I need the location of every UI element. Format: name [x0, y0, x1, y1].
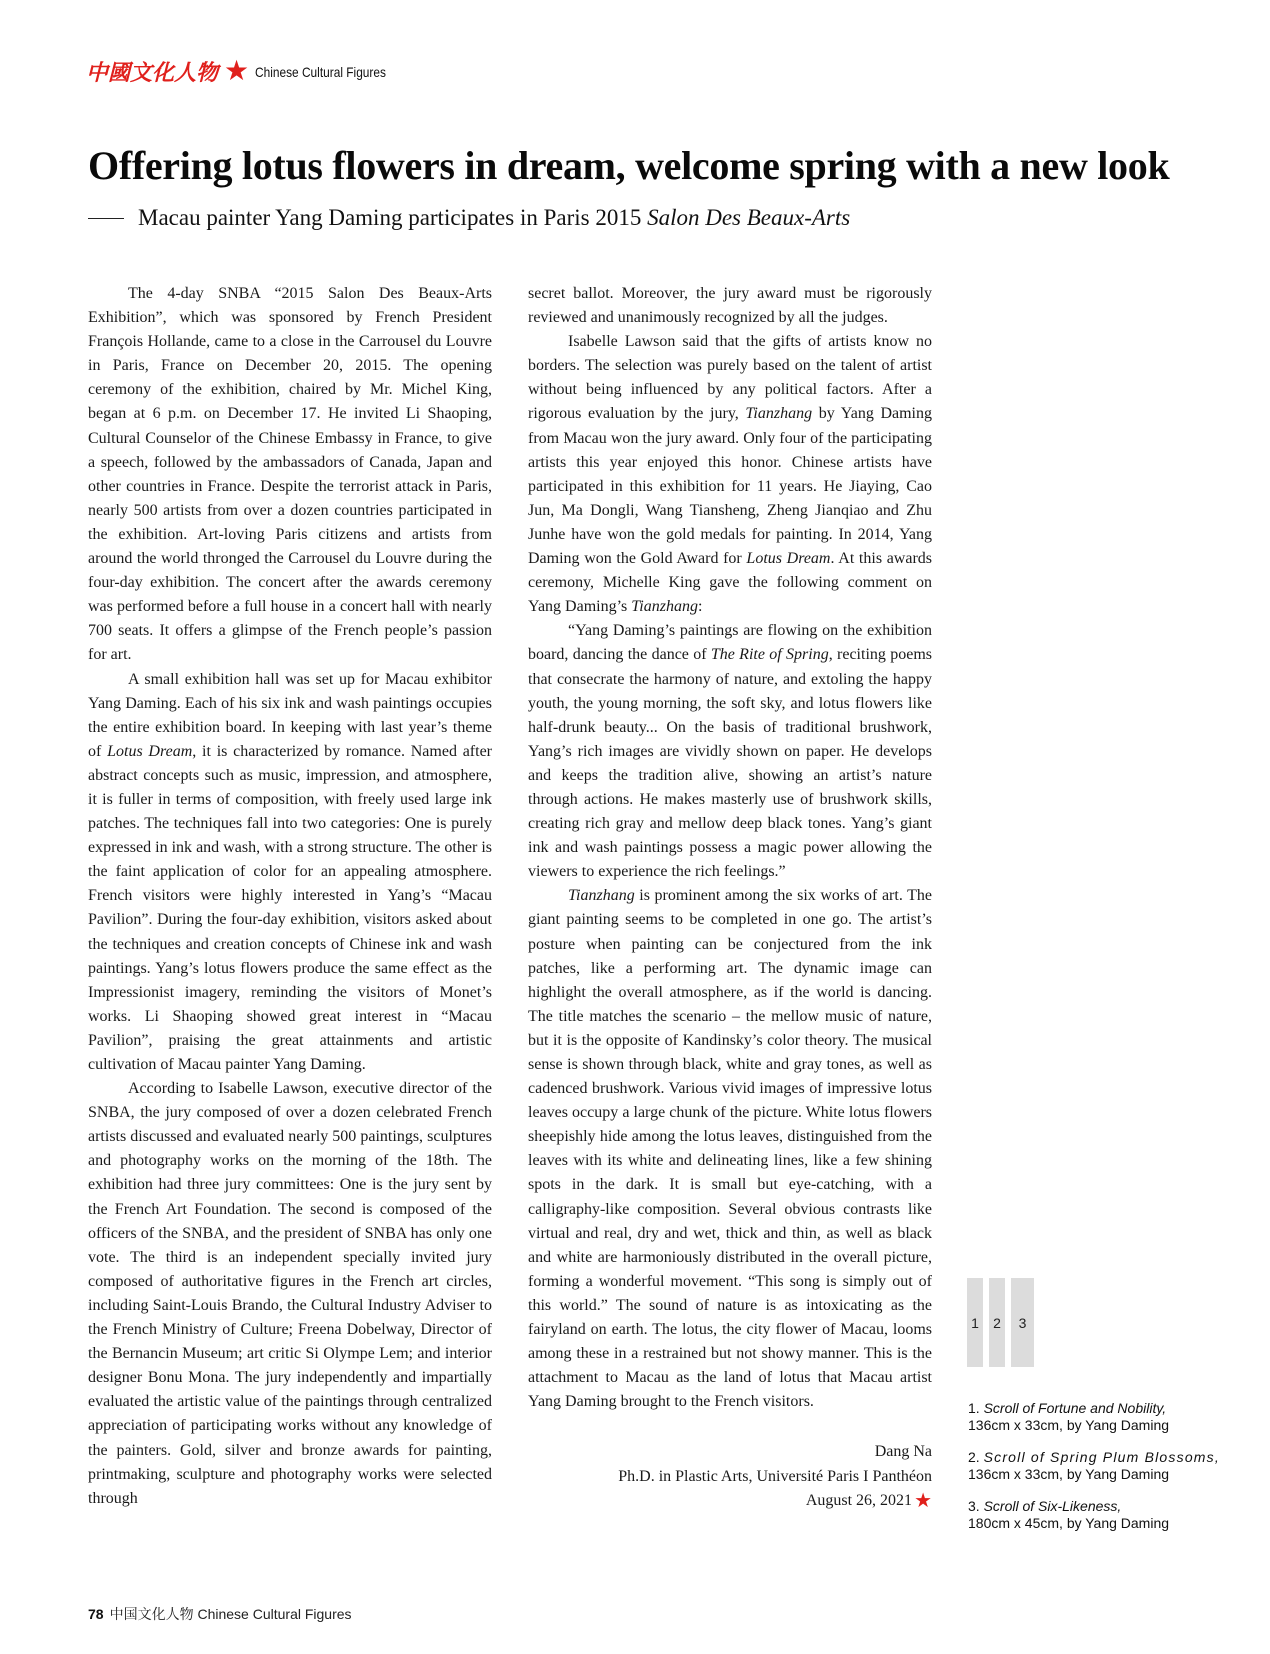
- caption-detail: 136cm x 33cm, by Yang Daming: [968, 1417, 1170, 1433]
- red-star-icon: ★: [914, 1490, 932, 1512]
- caption-number: 2.: [968, 1449, 984, 1465]
- italic-title: The Rite of Spring: [710, 646, 829, 664]
- page-footer: [88, 1604, 352, 1624]
- italic-title: Tianzhang: [631, 598, 698, 616]
- figure-thumbnail-3: 3: [1011, 1278, 1034, 1367]
- text-run: is prominent among the six works of art. The giant painting seems to be completed in one go. The artist’s posture when painting can be conjectured from the ink patches, like a performing art. The dynamic image can highlight the overall atmosphere, as if the world is dancing. The title matches the scenario – the mellow music of nature, but it is the opposite of Kandinsky’s color theory. The musical sense is shown through black, white and gray tones, as well as cadenced brushwork. Various vivid images of impressive lotus leaves occupy a large chunk of the picture. White lotus flowers sheepishly hide among the lotus leaves, distinguished from the leaves with its white and delineating lines, like a few shining spots in the dark. It is small but eye-catching, with a calligraphy-like composition. Several obvious contrasts like virtual and real, dry and wet, thick and thin, as well as black and white are harmoniously distributed in the overall picture, forming a wonderful movement. “This song is simply out of this world.” The sound of nature is as intoxicating as the fairyland on earth. The lotus, the city flower of Macau, looms among these in a restrained but not showy manner. This is the attachment to Macau as the land of lotus that Macau artist Yang Daming brought to the French visitors.: [528, 887, 932, 1411]
- footer-magazine-en: Chinese Cultural Figures: [197, 1606, 352, 1622]
- italic-title: Lotus Dream: [107, 742, 193, 760]
- paragraph: [528, 330, 932, 619]
- caption-detail: 136cm x 33cm, by Yang Daming: [968, 1466, 1170, 1482]
- figure-caption: [968, 1400, 1268, 1434]
- paragraph: According to Isabelle Lawson, executive director of the SNBA, the jury composed of over a dozen celebrated French artists discussed and evaluated nearly 500 paintings, sculptures and photography works on the morning of the 18th. The exhibition had three jury committees: One is the jury sent by the French Art Foundation. The second is composed of the officers of the SNBA, and the president of SNBA has only one vote. The third is an independent specially invited jury composed of authoritative figures in the French art circles, including Saint-Louis Brando, the Cultural Industry Adviser to the French Ministry of Culture; Freena Dobelway, Director of the Bernancin Museum; art critic Si Olympe Lem; and interior designer Bonu Mona. The jury independently and impartially evaluated the artistic value of the paintings through centralized appreciation of participating works without any knowledge of the painters. Gold, silver and bronze awards for painting, printmaking, sculpture and photography works were selected through: [88, 1080, 492, 1507]
- caption-number: 1.: [968, 1400, 984, 1416]
- page-number: 78: [88, 1606, 104, 1622]
- subtitle-text: Macau painter Yang Daming participates in Paris 2015: [138, 205, 648, 230]
- article-date: August 26, 2021: [805, 1492, 913, 1509]
- magazine-name-english: Chinese Cultural Figures: [255, 63, 387, 80]
- em-dash-rule: [88, 218, 124, 219]
- text-run: . At this awards ceremony, Michelle King gave the following comment on Yang Daming’s: [528, 550, 933, 616]
- caption-title: Scroll of Spring Plum Blossoms,: [983, 1449, 1220, 1465]
- figure-caption: [968, 1449, 1268, 1483]
- text-run: , it is characterized by romance. Named after abstract concepts such as music, impression, and atmosphere, it is fuller in terms of composition, with freely used large ink patches. The techniques fall into two categories: One is purely expressed in ink and wash, with a strong structure. The other is the faint application of color for an appealing atmosphere. French visitors were highly interested in Yang’s “Macau Pavilion”. During the four-day exhibition, visitors asked about the techniques and creation concepts of Chinese ink and wash paintings. Yang’s lotus flowers produce the same effect as the Impressionist imagery, reminding the visitors of Monet’s works. Li Shaoping showed great interest in “Macau Pavilion”, praising the great attainments and artistic cultivation of Macau painter Yang Daming.: [88, 742, 493, 1073]
- paragraph: secret ballot. Moreover, the jury award must be rigorously reviewed and unanimously recognized by all the judges.: [528, 285, 932, 327]
- figure-thumbnail-2: 2: [989, 1278, 1005, 1367]
- author-signature: [560, 1440, 932, 1514]
- text-run: , reciting poems that consecrate the harmony of nature, and extoling the happy youth, the young morning, the soft sky, and lotus flowers like half-drunk beauty... On the basis of traditional brushwork, Yang’s rich images are vividly shown on paper. He develops and keeps the tradition alive, showing an artist’s nature through actions. He makes masterly use of brushwork skills, creating rich gray and mellow deep black tones. Yang’s giant ink and wash paintings possess a magic power allowing the viewers to experience the rich feelings.”: [528, 646, 932, 881]
- body-column-left: [88, 282, 492, 1511]
- caption-title: Scroll of Six-Likeness,: [983, 1498, 1122, 1514]
- caption-title: Scroll of Fortune and Nobility,: [983, 1400, 1167, 1416]
- footer-magazine-cn: 中国文化人物: [109, 1606, 194, 1622]
- article-subtitle: [88, 205, 850, 231]
- paragraph: The 4-day SNBA “2015 Salon Des Beaux-Arts Exhibition”, which was sponsored by French President François Hollande, came to a close in the Carrousel du Louvre in Paris, France on December 20, 2015. The opening ceremony of the exhibition, chaired by Mr. Michel King, began at 6 p.m. on December 17. He invited Li Shaoping, Cultural Counselor of the Chinese Embassy in France, to give a speech, followed by the ambassadors of Canada, Japan and other countries in France. Despite the terrorist attack in Paris, nearly 500 artists from over a dozen countries participated in the exhibition. Art-loving Paris citizens and artists from around the world thronged the Carrousel du Louvre during the four-day exhibition. The concert after the awards ceremony was performed before a full house in a concert hall with nearly 700 seats. It offers a glimpse of the French people’s passion for art.: [88, 285, 492, 664]
- text-run: Isabelle Lawson said that the gifts of artists know no borders. The selection was purely based on the talent of artist without being influenced by any political factors. After a rigorous evaluation by the jury,: [528, 333, 932, 423]
- caption-number: 3.: [968, 1498, 984, 1514]
- author-name: Dang Na: [874, 1443, 932, 1460]
- article-title: Offering lotus flowers in dream, welcome spring with a new look: [88, 143, 1170, 188]
- body-column-right: [528, 282, 932, 1414]
- paragraph: [88, 668, 492, 1078]
- italic-title: Tianzhang: [568, 887, 635, 905]
- figure-captions: [968, 1400, 1268, 1547]
- text-run: “Yang Daming’s paintings are flowing on the exhibition board, dancing the dance of: [528, 622, 932, 664]
- red-star-icon: ★: [224, 55, 250, 87]
- figure-thumbnail-1: 1: [967, 1278, 983, 1367]
- paragraph: [528, 619, 932, 884]
- caption-detail: 180cm x 45cm, by Yang Daming: [968, 1515, 1170, 1531]
- magazine-header: [86, 56, 409, 87]
- subtitle-italic: Salon Des Beaux-Arts: [647, 205, 851, 230]
- figure-thumbnails: [967, 1278, 1034, 1367]
- figure-caption: [968, 1498, 1268, 1532]
- italic-title: Tianzhang: [745, 405, 813, 423]
- italic-title: Lotus Dream: [746, 550, 831, 568]
- text-run: by Yang Daming from Macau won the jury award. Only four of the participating artists this year enjoyed this honor. Chinese artists have participated in this exhibition for 11 years. He Jiaying, Cao Jun, Ma Dongli, Wang Tiansheng, Zheng Jianqiao and Zhu Junhe have won the gold medals for painting. In 2014, Yang Daming won the Gold Award for: [528, 405, 932, 568]
- paragraph: [528, 884, 932, 1414]
- text-run: A small exhibition hall was set up for Macau exhibitor Yang Daming. Each of his six ink and wash paintings occupies the entire exhibition board. In keeping with last year’s theme of: [88, 670, 492, 760]
- magazine-logo-chinese: 中國文化人物: [86, 60, 219, 86]
- article-date-line: [560, 1489, 932, 1514]
- text-run: :: [697, 598, 703, 616]
- author-credential: Ph.D. in Plastic Arts, Université Paris I Panthéon: [618, 1467, 932, 1485]
